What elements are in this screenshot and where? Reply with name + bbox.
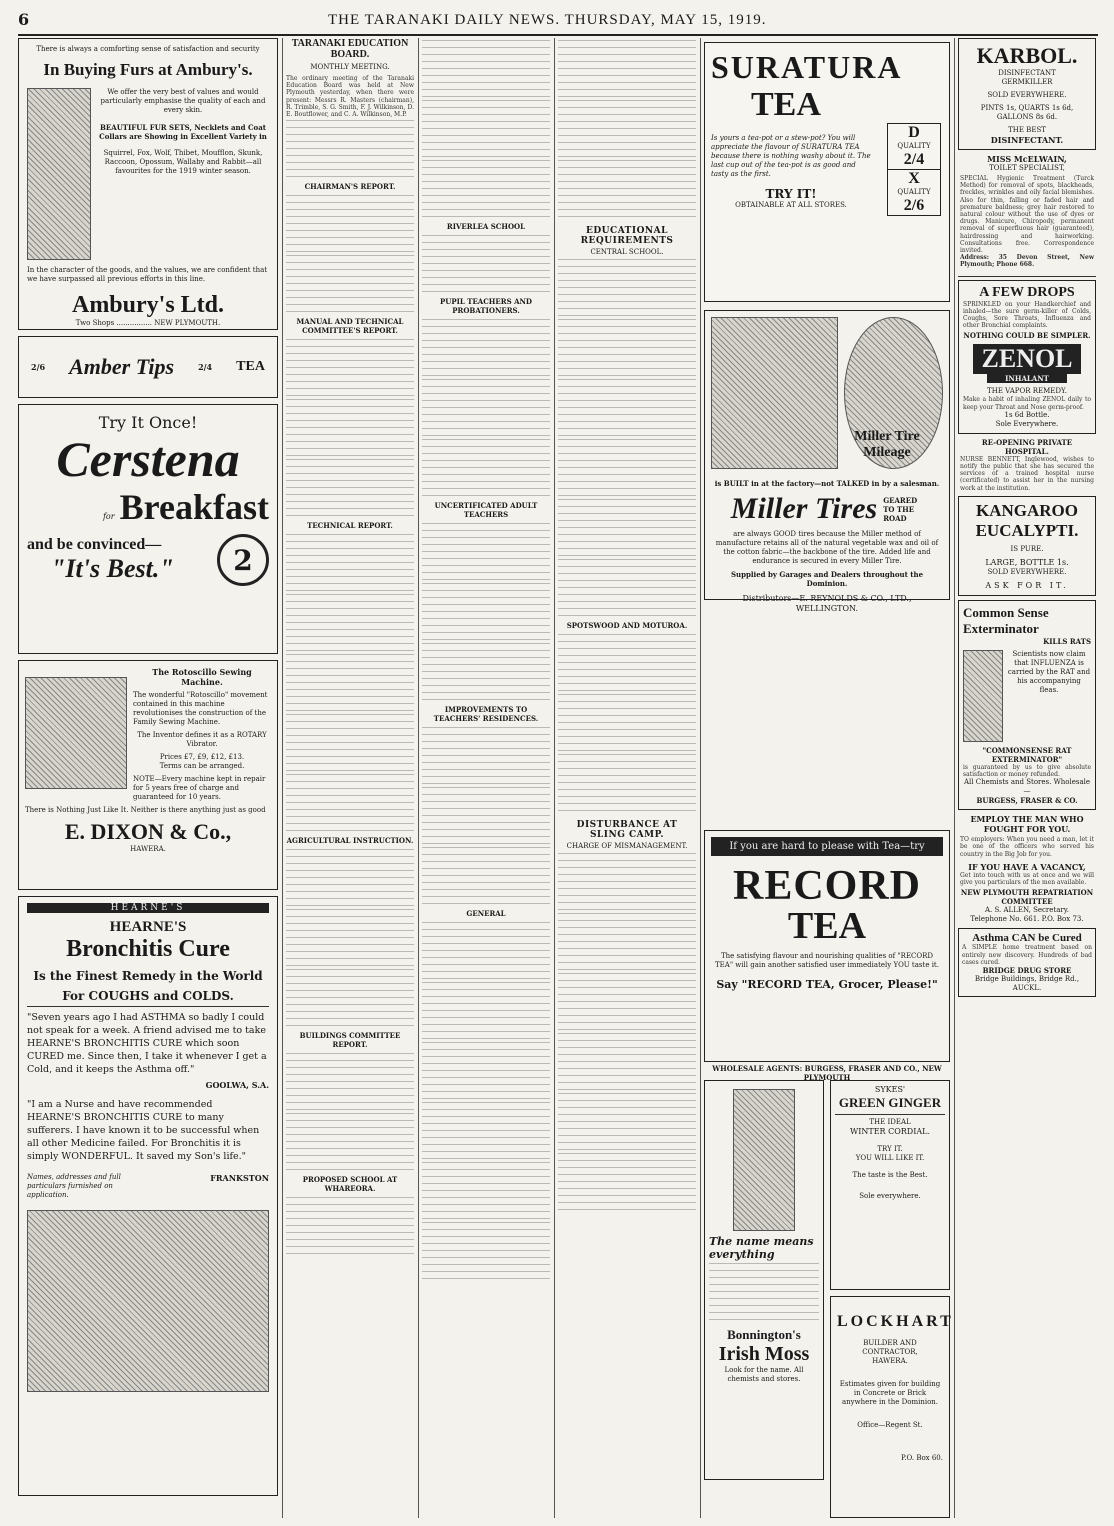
cerstena-try: Try It Once! (98, 413, 198, 432)
adult-teachers-heading: UNCERTIFICATED ADULT TEACHERS (434, 501, 538, 519)
article-text (286, 399, 414, 457)
exterm-name: "COMMONSENSE RAT EXTERMINATOR" (982, 745, 1072, 764)
article-text (422, 727, 550, 785)
asthma-body: A SIMPLE home treatment based on entirely new discovery. Hundreds of bad cases cured. (962, 944, 1092, 966)
cerstena-best: "It's Best." (51, 554, 174, 583)
zenol-price: 1s 6d Bottle. (1004, 410, 1050, 419)
karbol-pints: PINTS 1s, QUARTS 1s 6d, GALLONS 8s 6d. (980, 104, 1074, 121)
column-rule (954, 38, 955, 1518)
ginger-sold: Sole everywhere. (859, 1192, 921, 1200)
kangaroo-advert (958, 496, 1096, 596)
column-3 (422, 38, 550, 1518)
mismanagement-heading: CHARGE OF MISMANAGEMENT. (566, 842, 688, 850)
lockhart-town: HAWERA. (872, 1357, 908, 1365)
employ-vbody: Get into touch with us at once and we will give you particulars of the men available. (960, 871, 1094, 887)
dixon-advert (18, 660, 278, 890)
mcelwain-spec: TOILET SPECIALIST, (989, 164, 1065, 172)
article-text (286, 909, 414, 967)
column-2 (286, 38, 414, 1518)
ginger-ideal: THE IDEAL (869, 1118, 911, 1126)
bottle-illustration (733, 1089, 795, 1231)
ambury-advert (18, 38, 278, 330)
article-text (558, 754, 696, 812)
miller-built: is BUILT in at the factory—not TALKED in by a salesman. (714, 479, 940, 488)
article-text (422, 319, 550, 377)
cerstena-badge: 2 (217, 534, 269, 586)
dixon-body: The wonderful "Rotoscillo" movement contained in this machine revolutionises the construction of the Family Sewing Machine. (133, 691, 268, 726)
exterm-ex: Exterminator (963, 620, 1039, 636)
suratura-try: TRY IT! (765, 187, 817, 201)
hearne-source-2: FRANKSTON (210, 1173, 269, 1183)
suratura-slogan: Is yours a tea-pot or a stew-pot? You will appreciate the flavour of SURATURA TEA because there is nothing washy about it. The last cup out of the tea-pot is as good and tasty as the first. (711, 134, 871, 178)
page-number: 6 (18, 10, 30, 29)
ambury-furs: Squirrel, Fox, Wolf, Thibet, Moufflon, Skunk, Raccoon, Opossum, Wallaby and Rabbit—all favourites for the 1919 winter season. (103, 149, 263, 175)
record-brand: RECORD (732, 863, 921, 909)
miller-advert (704, 310, 950, 613)
education-opening: The ordinary meeting of the Taranaki Education Board was held at New Plymouth yesterday, when there were present: Messrs R. Masters (chairman), R. Trimble, S. G. Smith, F. J. Wilkinson, D. E. Boutflower, and C. A. Wilkinson, M.P. (286, 75, 414, 119)
dixon-inventor: The Inventor defines it as a ROTARY Vibrator. (137, 731, 267, 748)
ginger-name: GREEN GINGER (838, 1095, 942, 1110)
karbol-dis: DISINFECTANT. (990, 135, 1064, 145)
article-text (558, 694, 696, 752)
hearne-illustration (27, 1210, 269, 1392)
hearne-finest: Is the Finest Remedy in the World (33, 969, 263, 983)
moss-name: Irish Moss (718, 1343, 810, 1365)
ambury-shops: Two Shops ................ NEW PLYMOUTH. (75, 319, 221, 327)
suratura-brand: SURATURA (711, 49, 903, 85)
hearne-ribbon: HEARNE'S (27, 903, 269, 913)
article-text (558, 100, 696, 158)
article-text (422, 583, 550, 641)
cerstena-convinced: and be convinced— (27, 536, 162, 553)
agricultural-heading: AGRICULTURAL INSTRUCTION. (286, 836, 414, 846)
article-text (422, 787, 550, 845)
karbol-name: KARBOL. (976, 43, 1078, 68)
article-text (422, 160, 550, 218)
article-text (422, 40, 550, 98)
karbol-best: THE BEST (1008, 126, 1046, 134)
article-text (558, 853, 696, 911)
grade-price-1: 2/4 (888, 151, 940, 170)
ambury-tail: In the character of the goods, and the values, we are confident that we have surpassed all previous efforts in this line. (27, 266, 268, 283)
article-text (558, 499, 696, 557)
article-text (422, 1042, 550, 1100)
article-text (286, 969, 414, 1027)
column-rule (554, 38, 555, 1518)
lockhart-advert (830, 1296, 954, 1518)
record-tea: TEA (787, 905, 867, 947)
lockhart-body: Estimates given for building in Concrete or Brick anywhere in the Dominion. (839, 1380, 941, 1406)
residences-heading: IMPROVEMENTS TO TEACHERS' RESIDENCES. (433, 705, 539, 723)
article-text (422, 982, 550, 1040)
article-text (286, 714, 414, 772)
article-text (422, 643, 550, 701)
zenol-brand: ZENOL (973, 344, 1081, 374)
kangaroo-ask: ASK FOR IT. (985, 580, 1069, 590)
kangaroo-pure: IS PURE. (1010, 544, 1044, 553)
article-text (422, 379, 550, 437)
suratura-obtainable: OBTAINABLE AT ALL STORES. (735, 201, 847, 209)
grade-x: X (908, 170, 920, 187)
kangaroo-sold: SOLD EVERYWHERE. (987, 567, 1067, 576)
kangaroo-e: EUCALYPTI. (975, 520, 1079, 540)
hearne-for: For COUGHS and COLDS. (62, 989, 234, 1003)
driver-illustration (711, 317, 838, 469)
mcelwain-name: MISS McELWAIN, (987, 154, 1067, 164)
cerstena-brand: Cerstena (56, 431, 240, 487)
fur-illustration (27, 88, 91, 260)
article-text (286, 594, 414, 652)
karbol-advert (958, 38, 1096, 150)
record-agents: WHOLESALE AGENTS: BURGESS, FRASER AND CO., NEW PLYMOUTH (712, 1064, 942, 1082)
article-text (422, 1222, 550, 1280)
exterm-cs: Common Sense (963, 604, 1049, 620)
dixon-town: HAWERA. (130, 845, 166, 853)
asthma-advert (958, 928, 1096, 997)
record-body: The satisfying flavour and nourishing qualities of "RECORD TEA" will gain another satisfied user immediately YOU taste it. (715, 952, 939, 969)
cerstena-for: for (102, 512, 115, 521)
lockhart-name: LOCKHART (837, 1313, 954, 1330)
dixon-terms: Terms can be arranged. (159, 762, 245, 770)
education-title: TARANAKI EDUCATION BOARD. (291, 38, 409, 60)
miller-supplied: Supplied by Garages and Dealers throughout the Dominion. (730, 570, 924, 588)
article-text (422, 439, 550, 497)
dixon-note: NOTE—Every machine kept in repair for 5 years free of charge and guaranteed for 10 years. (133, 775, 266, 801)
article-text (422, 847, 550, 905)
kangaroo-large: LARGE, BOTTLE 1s. (985, 557, 1069, 567)
amber-tips-brand: Amber Tips (69, 354, 175, 379)
asthma-title: Asthma CAN be Cured (972, 932, 1082, 945)
irish-moss-advert (704, 1080, 824, 1480)
lockhart-office: Office—Regent St. (857, 1421, 923, 1429)
column-1 (18, 38, 278, 1496)
moss-brand: Bonnington's (727, 1327, 801, 1342)
sewing-machine-illustration (25, 677, 127, 789)
hospital-body: NURSE BENNETT, Inglewood, wishes to notify the public that she has secured the services of a trained hospital nurse (certificated) to assist her in the nursing work at the institution. (960, 455, 1094, 492)
sling-camp-heading: DISTURBANCE AT SLING CAMP. (576, 820, 678, 840)
moss-look: Look for the name. All chemists and stores. (724, 1366, 804, 1383)
record-top: If you are hard to please with Tea—try (711, 837, 943, 856)
exterm-kills: KILLS RATS (1043, 636, 1091, 646)
ginger-sykes: SYKES' (874, 1085, 906, 1094)
ginger-winter: WINTER CORDIAL. (849, 1127, 931, 1136)
zenol-inhalant: INHALANT (987, 374, 1067, 383)
suratura-grades (887, 123, 941, 216)
column-rule (282, 38, 283, 1518)
dixon-brand: E. DIXON & Co., (64, 819, 232, 844)
educational-requirements-heading: EDUCATIONAL REQUIREMENTS (580, 226, 674, 246)
green-ginger-advert (830, 1080, 950, 1290)
grade-d: D (908, 124, 920, 141)
article-text (286, 1197, 414, 1255)
column-rule (700, 38, 701, 1518)
hearne-names: Names, addresses and full particulars furnished on application. (27, 1173, 121, 1199)
ambury-headline: In Buying Furs at Ambury's. (43, 60, 253, 79)
article-text (286, 1113, 414, 1171)
mcelwain-body: SPECIAL Hygienic Treatment (Turck Method) for removal of spots, blackheads, freckles, wrinkles and oily facial blemishes. Also for thin, falling or faded hair and premature baldness; grey hair restored to natural colour without the use of dyes or drugs. Manicure, Chiropody, permanent removal of superfluous hair (guaranteed), hairdressing and hairworking. Consultations free. Correspondence invited. (960, 175, 1094, 255)
miller-geared: GEARED TO THE ROAD (883, 495, 918, 523)
mcelwain-address: Address: 35 Devon Street, New Plymouth; Phone 668. (960, 254, 1094, 269)
employ-vacancy: IF YOU HAVE A VACANCY, (968, 861, 1086, 872)
suratura-tea: TEA (751, 86, 821, 123)
article-text (286, 120, 414, 178)
whareora-heading: PROPOSED SCHOOL AT WHAREORA. (302, 1175, 398, 1194)
employ-tel: Telephone No. 661. P.O. Box 73. (970, 915, 1084, 924)
article-text (286, 459, 414, 517)
miller-mileage: Miller Tire Mileage (831, 429, 943, 461)
karbol-sold: SOLD EVERYWHERE. (987, 91, 1067, 99)
dixon-title: The Rotoscillo Sewing Machine. (152, 667, 252, 687)
article-text (558, 160, 696, 218)
zenol-body: SPRINKLED on your Handkerchief and inhaled—the sure germ-killer of Colds, Coughs, Sore Throats, Influenza and other Bronchial complaints. (963, 300, 1091, 330)
ambury-intro: There is always a comforting sense of satisfaction and security (36, 45, 260, 53)
amber-price-2: 2/4 (198, 362, 213, 372)
employ-title: EMPLOY THE MAN WHO FOUGHT FOR YOU. (970, 814, 1084, 835)
hearne-source-1: GOOLWA, S.A. (205, 1080, 269, 1090)
lockhart-trade: BUILDER AND CONTRACTOR, (862, 1339, 918, 1356)
article-text (558, 634, 696, 692)
ambury-lead: We offer the very best of values and would particularly emphasise the quality of each and every skin. (100, 88, 266, 114)
general-heading: GENERAL (466, 909, 506, 918)
buildings-heading: BUILDINGS COMMITTEE REPORT. (299, 1031, 401, 1050)
cerstena-advert (18, 404, 278, 654)
ginger-like: YOU WILL LIKE IT. (855, 1154, 925, 1162)
dixon-prices: Prices £7, £9, £12, £13. (159, 753, 245, 761)
article-text (558, 319, 696, 377)
asthma-addr: Bridge Buildings, Bridge Rd., AUCKL. (974, 974, 1080, 992)
grade-quality: QUALITY (897, 188, 931, 196)
zenol-sole: Sole Everywhere. (995, 419, 1059, 428)
miller-brand: Miller Tires (730, 492, 878, 525)
article-text (558, 1093, 696, 1151)
exterm-body: Scientists now claim that INFLUENZA is carried by the RAT and his accompanying fleas. (1007, 649, 1091, 694)
article-text (286, 1053, 414, 1111)
article-text (558, 973, 696, 1031)
zenol-make: Make a habit of inhaling ZENOL daily to keep your Throat and Nose germ-proof. (963, 396, 1091, 411)
article-text (558, 259, 696, 317)
ginger-lockhart-column (830, 1080, 954, 1520)
zenol-vapor: THE VAPOR REMEDY. (987, 387, 1067, 396)
record-say: Say "RECORD TEA, Grocer, Please!" (716, 978, 938, 991)
employ-allen: A. S. ALLEN, Secretary. (984, 906, 1070, 915)
miller-distributors: Distributors—E. REYNOLDS & CO., LTD., WELLINGTON. (742, 594, 912, 613)
article-text (558, 1033, 696, 1091)
article-text (558, 439, 696, 497)
zenol-advert (958, 280, 1096, 434)
article-text (422, 922, 550, 980)
article-text (286, 849, 414, 907)
kangaroo-k: KANGAROO (976, 500, 1078, 520)
article-text (286, 774, 414, 832)
exterm-all: All Chemists and Stores. Wholesale— (963, 778, 1091, 796)
hearne-title: Bronchitis Cure (66, 936, 230, 962)
article-text (422, 1102, 550, 1160)
miller-body: are always GOOD tires because the Miller method of manufacture retains all of the natural vegetable wax and oil of the cotton fabric—the backbone of the tire. Added life and endurance is secured in every Miller Tire. (715, 530, 939, 565)
karbol-d2: GERMKILLER (1001, 78, 1053, 86)
chairman-report-heading: CHAIRMAN'S REPORT. (304, 182, 396, 192)
hearne-quote-2: "I am a Nurse and have recommended HEARNE'S BRONCHITIS CURE to many sufferers. I have known it to be successful when all other Medicine failed. For Bronchitis it is simply WONDERFUL. It saved my Son's life." (27, 1099, 260, 1162)
exterminator-advert (958, 600, 1096, 810)
asthma-drug: BRIDGE DRUG STORE (982, 965, 1072, 975)
lockhart-box: P.O. Box 60. (901, 1454, 943, 1462)
manual-technical-heading: MANUAL AND TECHNICAL COMMITTEE'S REPORT. (296, 317, 404, 336)
education-sub: MONTHLY MEETING. (310, 63, 390, 71)
article-text (709, 1263, 819, 1321)
article-text (286, 339, 414, 397)
moss-tag: The name means everything (709, 1235, 814, 1261)
hearne-advert (18, 896, 278, 1496)
dixon-left: There is Nothing Just Like It. Neither is there anything just as good (25, 806, 266, 814)
ambury-brand: Ambury's Ltd. (71, 292, 225, 318)
hearne-quote-1: "Seven years ago I had ASTHMA so badly I could not speak for a week. A friend advised me to take HEARNE'S BRONCHITIS CURE which soon CURED me. Since then, I take it whenever I get a Cold, and it keeps the Asthma off." (27, 1012, 267, 1075)
employ-body: TO employers: When you need a man, let it be one of the officers who served his country in the Big Job for you. (960, 836, 1094, 858)
column-6 (958, 38, 1096, 1518)
column-rule (418, 38, 419, 1518)
mcelwain-advert (958, 150, 1096, 273)
hospital-notice (958, 434, 1096, 496)
article-text (558, 40, 696, 98)
suratura-advert (704, 42, 950, 302)
grade-quality: QUALITY (897, 142, 931, 150)
hospital-title: RE-OPENING PRIVATE HOSPITAL. (981, 437, 1073, 456)
article-text (422, 100, 550, 158)
article-text (558, 1153, 696, 1211)
amber-tips-advert (18, 336, 278, 398)
ambury-sub: BEAUTIFUL FUR SETS, Necklets and Coat Collars are Showing in Excellent Variety in (99, 123, 267, 141)
ginger-try: TRY IT. (877, 1145, 903, 1153)
zenol-nothing: NOTHING COULD BE SIMPLER. (963, 331, 1091, 341)
ginger-taste: The taste is the Best. (852, 1171, 928, 1179)
exterm-guarantee: is guaranteed by us to give absolute satisfaction or money refunded. (963, 763, 1091, 779)
cerstena-breakfast: Breakfast (119, 487, 269, 527)
hearne-name: HEARNE'S (109, 919, 187, 935)
article-text (422, 235, 550, 293)
article-text (286, 255, 414, 313)
article-text (286, 195, 414, 253)
zenol-drops: A FEW DROPS (979, 284, 1075, 300)
article-text (558, 559, 696, 617)
spotswood-heading: SPOTSWOOD AND MOTUROA. (566, 621, 688, 630)
riverlea-heading: RIVERLEA SCHOOL (446, 222, 526, 231)
amber-price-1: 2/6 (31, 362, 46, 372)
employ-notice (958, 810, 1096, 928)
article-text (558, 379, 696, 437)
masthead-bar (18, 8, 1098, 36)
column-4 (558, 38, 696, 1518)
article-text (422, 1162, 550, 1220)
exterm-bf: BURGESS, FRASER & CO. (976, 796, 1078, 806)
article-text (558, 913, 696, 971)
masthead: THE TARANAKI DAILY NEWS. THURSDAY, MAY 15, 1919. (328, 12, 767, 28)
grade-price-2: 2/6 (903, 197, 925, 214)
article-text (286, 654, 414, 712)
central-school-heading: CENTRAL SCHOOL. (590, 248, 664, 256)
article-text (422, 523, 550, 581)
technical-report-heading: TECHNICAL REPORT. (307, 521, 393, 531)
record-tea-advert (704, 830, 950, 1062)
employ-rep: NEW PLYMOUTH REPATRIATION COMMITTEE (960, 888, 1094, 907)
article-text (286, 534, 414, 592)
amber-tea: TEA (236, 359, 265, 374)
pupil-teachers-heading: PUPIL TEACHERS AND PROBATIONERS. (440, 297, 532, 315)
rat-illustration (963, 650, 1003, 742)
karbol-d1: DISINFECTANT (998, 69, 1056, 77)
